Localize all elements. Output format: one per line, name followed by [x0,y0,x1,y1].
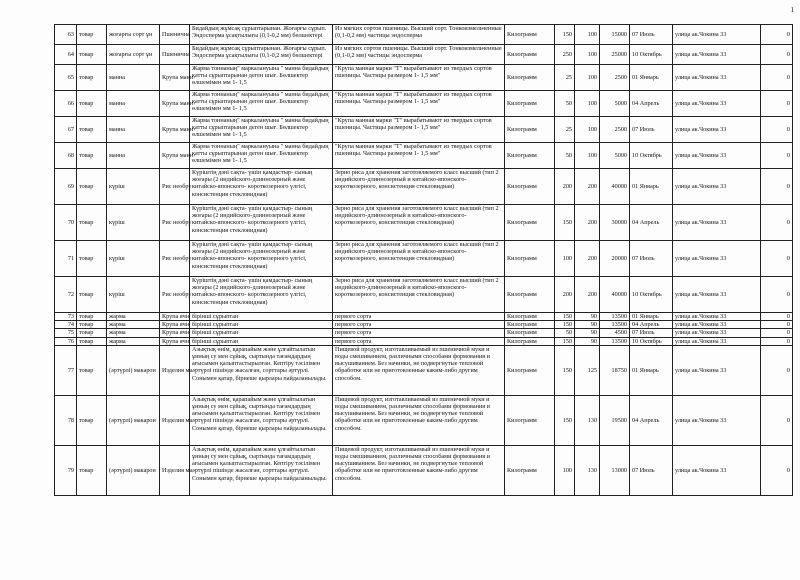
cell-kind: товар [77,45,107,65]
table-row [55,277,793,313]
cell-sum: 19500 [600,395,630,445]
cell-sum: 40000 [600,277,630,313]
cell-spec-ru: Зерно риса для хранения заготовляемого класс высший (тип 2 индийского-длиннозерный и китайско-японского-короткозерного, консистенция стекловидная) [333,241,505,277]
cell-price: 100 [575,91,600,117]
cell-no: 65 [55,65,77,91]
cell-price: 90 [575,337,600,345]
cell-spec-ru: первого сорта [333,321,505,329]
cell-name: күріш [107,241,160,277]
cell-short: Крупа манн [160,91,190,117]
cell-date: 07 Июль [630,329,673,337]
cell-kind: товар [77,313,107,321]
table-row [55,321,793,329]
cell-no: 75 [55,329,77,337]
cell-short: Крупа ячн [160,313,190,321]
cell-spec-kz: Күріштің дәні сақта- үшін қамдастыр- сының жоғары (2 индийского-длиннозерный және китайско-японского- короткозерного үлгісі, консистенция стекловидная) [190,205,333,241]
table-row [55,91,793,117]
cell-date: 01 Январь [630,169,673,205]
cell-spec-kz: Бидайдың жұмсақ сұрыптарынан. Жоғарғы сұрып. Эндосперма ұсақтылығы (0,1-0,2 мм) бөлшектері [190,45,333,65]
cell-name: күріш [107,277,160,313]
cell-short: Рис необру [160,205,190,241]
table-row [55,395,793,445]
cell-date: 01 Январь [630,65,673,91]
table-row [55,169,793,205]
cell-addr: улица ак.Чокина 33 [673,241,761,277]
cell-date: 07 Июль [630,445,673,495]
cell-name: манна [107,143,160,169]
cell-addr: улица ак.Чокина 33 [673,65,761,91]
cell-addr: улица ак.Чокина 33 [673,321,761,329]
table-row [55,65,793,91]
cell-qty: 100 [555,445,575,495]
cell-sum: 40000 [600,169,630,205]
cell-price: 200 [575,169,600,205]
cell-addr: улица ак.Чокина 33 [673,277,761,313]
cell-date: 07 Июль [630,241,673,277]
table-row [55,117,793,143]
cell-z: 0 [761,45,793,65]
cell-short: Изделия ма [160,395,190,445]
cell-sum: 25000 [600,45,630,65]
cell-no: 79 [55,445,77,495]
cell-short: Крупа ячн [160,329,190,337]
cell-name: күріш [107,169,160,205]
cell-spec-ru: первого сорта [333,337,505,345]
cell-kind: товар [77,337,107,345]
cell-name: жарма [107,329,160,337]
cell-short: Пшенична [160,25,190,45]
cell-unit: Килограмм [505,169,555,205]
cell-unit: Килограмм [505,241,555,277]
table-row [55,205,793,241]
cell-no: 76 [55,337,77,345]
cell-short: Рис необру [160,241,190,277]
cell-kind: товар [77,329,107,337]
cell-unit: Килограмм [505,395,555,445]
cell-kind: товар [77,395,107,445]
cell-no: 68 [55,143,77,169]
cell-date: 10 Октябрь [630,337,673,345]
cell-z: 0 [761,321,793,329]
cell-kind: товар [77,65,107,91]
cell-name: жоғарғы сорт ұн [107,25,160,45]
cell-spec-kz: Жарма тоннаның" маркалануына " манна бидайдың қатты сұрыптарынан деген шығ. Бөлшектер өлшемімен мм 1- 1,5 [190,91,333,117]
cell-spec-kz: Күріштің дәні сақта- үшін қамдастыр- сының жоғары (2 индийского-длиннозерный және китайско-японского- короткозерного үлгісі, консистенция стекловидная) [190,277,333,313]
cell-addr: улица ак.Чокина 33 [673,329,761,337]
cell-name: күріш [107,205,160,241]
cell-spec-kz: бірінші сұрыптан [190,329,333,337]
cell-no: 63 [55,25,77,45]
cell-qty: 150 [555,345,575,395]
cell-qty: 150 [555,395,575,445]
cell-name: (әртүрлі) макарон [107,445,160,495]
cell-addr: улица ак.Чокина 33 [673,313,761,321]
cell-kind: товар [77,169,107,205]
cell-spec-kz: Азықтық өнім, қарапайым және ұлғайтылатын ұнның су мен сұйық, сыртында тағамдардың ағысымен қалыптастырылған. Кептіру тәсілімен әртүрлі пішінде жасалған, сорттары әртүрлі. Сонымен қатар, бірнеше қырлары пайдаланылады. [190,395,333,445]
cell-spec-kz: Күріштің дәні сақта- үшін қамдастыр- сының жоғары (2 индийского-длиннозерный және китайско-японского- короткозерного үлгісі, консистенция стекловидная) [190,169,333,205]
cell-price: 100 [575,45,600,65]
table-row [55,445,793,495]
cell-unit: Килограмм [505,321,555,329]
cell-date: 10 Октябрь [630,277,673,313]
cell-short: Крупа манн [160,65,190,91]
cell-price: 100 [575,65,600,91]
cell-price: 90 [575,329,600,337]
cell-qty: 25 [555,117,575,143]
cell-no: 78 [55,395,77,445]
table-row [55,337,793,345]
cell-sum: 4500 [600,329,630,337]
cell-qty: 150 [555,313,575,321]
cell-z: 0 [761,241,793,277]
cell-sum: 13500 [600,321,630,329]
cell-z: 0 [761,395,793,445]
table-row [55,241,793,277]
cell-unit: Килограмм [505,277,555,313]
cell-short: Рис необру [160,277,190,313]
cell-addr: улица ак.Чокина 33 [673,117,761,143]
cell-z: 0 [761,277,793,313]
cell-sum: 5000 [600,143,630,169]
cell-qty: 200 [555,277,575,313]
cell-addr: улица ак.Чокина 33 [673,169,761,205]
cell-sum: 15000 [600,25,630,45]
cell-unit: Килограмм [505,345,555,395]
cell-unit: Килограмм [505,117,555,143]
cell-price: 200 [575,241,600,277]
cell-sum: 13000 [600,445,630,495]
cell-short: Крупа манн [160,143,190,169]
cell-date: 04 Апрель [630,91,673,117]
cell-kind: товар [77,241,107,277]
cell-spec-ru: Зерно риса для хранения заготовляемого класс высший (тип 2 индийского-длиннозерный и китайско-японского-короткозерного, консистенция стекловидная) [333,277,505,313]
cell-qty: 200 [555,169,575,205]
cell-spec-ru: Пищевой продукт, изготавливаемый из пшеничной муки и воды смешиванием, различными способами формования и высушиванием. Без начинки, не подвергнутые тепловой обработке или не приготовленные каким-либо другим способом. [333,445,505,495]
page-marker: 1 [790,6,794,14]
cell-name: манна [107,65,160,91]
cell-kind: товар [77,143,107,169]
cell-no: 69 [55,169,77,205]
cell-addr: улица ак.Чокина 33 [673,205,761,241]
cell-kind: товар [77,205,107,241]
cell-z: 0 [761,345,793,395]
cell-kind: товар [77,321,107,329]
table-row [55,329,793,337]
cell-name: жарма [107,313,160,321]
cell-sum: 13500 [600,337,630,345]
cell-unit: Килограмм [505,25,555,45]
cell-date: 04 Апрель [630,395,673,445]
cell-name: манна [107,91,160,117]
cell-unit: Килограмм [505,313,555,321]
cell-name: (әртүрлі) макарон [107,345,160,395]
cell-z: 0 [761,205,793,241]
cell-spec-kz: Күріштің дәні сақта- үшін қамдастыр- сының жоғары (2 индийского-длиннозерный және китайско-японского- короткозерного үлгісі, консистенция стекловидная) [190,241,333,277]
cell-spec-ru: Пищевой продукт, изготавливаемый из пшеничной муки и воды смешиванием, различными способами формования и высушиванием. Без начинки, не подвергнутые тепловой обработке или не приготовленные каким-либо другим способом. [333,395,505,445]
cell-unit: Килограмм [505,91,555,117]
cell-no: 77 [55,345,77,395]
cell-short: Крупа манн [160,117,190,143]
cell-short: Крупа ячн [160,337,190,345]
cell-addr: улица ак.Чокина 33 [673,337,761,345]
cell-spec-kz: Жарма тоннаның" маркалануына " манна бидайдың қатты сұрыптарынан деген шығ. Бөлшектер өлшемімен мм 1- 1,5 [190,143,333,169]
cell-unit: Килограмм [505,143,555,169]
cell-sum: 5000 [600,91,630,117]
cell-sum: 20000 [600,241,630,277]
cell-short: Пшенична [160,45,190,65]
cell-kind: товар [77,91,107,117]
cell-sum: 2500 [600,117,630,143]
cell-sum: 30000 [600,205,630,241]
cell-date: 10 Октябрь [630,143,673,169]
cell-name: жарма [107,337,160,345]
cell-price: 90 [575,321,600,329]
cell-sum: 18750 [600,345,630,395]
table-row [55,25,793,45]
cell-qty: 150 [555,321,575,329]
cell-addr: улица ак.Чокина 33 [673,395,761,445]
cell-qty: 25 [555,65,575,91]
cell-qty: 150 [555,205,575,241]
cell-name: жарма [107,321,160,329]
cell-date: 01 Январь [630,345,673,395]
cell-unit: Килограмм [505,337,555,345]
cell-spec-ru: "Крупа манная марки "Т" вырабатывают из твердых сортов пшеницы. Частицы размером 1- 1,5 мм" [333,91,505,117]
cell-date: 07 Июль [630,117,673,143]
cell-unit: Килограмм [505,45,555,65]
cell-spec-kz: Бидайдың жұмсақ сұрыптарынан. Жоғарғы сұрып. Эндосперма ұсақтылығы (0,1-0,2 мм) бөлшектері [190,25,333,45]
cell-price: 200 [575,205,600,241]
cell-spec-ru: "Крупа манная марки "Т" вырабатывают из твердых сортов пшеницы. Частицы размером 1- 1,5 мм" [333,143,505,169]
cell-kind: товар [77,277,107,313]
cell-spec-kz: бірінші сұрыптан [190,337,333,345]
cell-unit: Килограмм [505,329,555,337]
cell-name: (әртүрлі) макарон [107,395,160,445]
cell-kind: товар [77,345,107,395]
cell-no: 67 [55,117,77,143]
cell-price: 90 [575,313,600,321]
cell-z: 0 [761,169,793,205]
cell-unit: Килограмм [505,65,555,91]
cell-spec-kz: Азықтық өнім, қарапайым және ұлғайтылатын ұнның су мен сұйық, сыртында тағамдардың ағысымен қалыптастырылған. Кептіру тәсілімен әртүрлі пішінде жасалған, сорттары әртүрлі. Сонымен қатар, бірнеше қырлары пайдаланылады. [190,345,333,395]
cell-z: 0 [761,313,793,321]
cell-spec-ru: Зерно риса для хранения заготовляемого класс высший (тип 2 индийского-длиннозерный и китайско-японского-короткозерного, консистенция стекловидная) [333,205,505,241]
procurement-table-sheet [54,24,792,496]
table-body [55,25,793,496]
cell-no: 73 [55,313,77,321]
cell-qty: 150 [555,25,575,45]
cell-unit: Килограмм [505,445,555,495]
cell-addr: улица ак.Чокина 33 [673,143,761,169]
cell-addr: улица ак.Чокина 33 [673,91,761,117]
cell-spec-ru: "Крупа манная марки "Т" вырабатывают из твердых сортов пшеницы. Частицы размером 1- 1,5 мм" [333,117,505,143]
cell-date: 10 Октябрь [630,45,673,65]
cell-date: 04 Апрель [630,321,673,329]
cell-no: 66 [55,91,77,117]
cell-unit: Килограмм [505,205,555,241]
cell-date: 01 Январь [630,313,673,321]
cell-qty: 100 [555,241,575,277]
cell-z: 0 [761,445,793,495]
cell-sum: 13500 [600,313,630,321]
cell-kind: товар [77,25,107,45]
cell-z: 0 [761,337,793,345]
cell-no: 70 [55,205,77,241]
cell-spec-kz: Жарма тоннаның" маркалануына " манна бидайдың қатты сұрыптарынан деген шығ. Бөлшектер өлшемімен мм 1- 1,5 [190,117,333,143]
cell-no: 64 [55,45,77,65]
cell-spec-ru: первого сорта [333,313,505,321]
cell-spec-kz: бірінші сұрыптан [190,321,333,329]
cell-z: 0 [761,91,793,117]
cell-addr: улица ак.Чокина 33 [673,345,761,395]
cell-addr: улица ак.Чокина 33 [673,445,761,495]
cell-qty: 50 [555,329,575,337]
cell-spec-kz: Азықтық өнім, қарапайым және ұлғайтылатын ұнның су мен сұйық, сыртында тағамдардың ағысымен қалыптастырылған. Кептіру тәсілімен әртүрлі пішінде жасалған, сорттары әртүрлі. Сонымен қатар, бірнеше қырлары пайдаланылады. [190,445,333,495]
table-row [55,313,793,321]
cell-no: 71 [55,241,77,277]
cell-addr: улица ак.Чокина 33 [673,45,761,65]
cell-spec-ru: Пищевой продукт, изготавливаемый из пшеничной муки и воды смешиванием, различными способами формования и высушиванием. Без начинки, не подвергнутые тепловой обработке или не приготовленные каким-либо другим способом. [333,345,505,395]
cell-price: 125 [575,345,600,395]
cell-name: жоғарғы сорт ұн [107,45,160,65]
cell-price: 200 [575,277,600,313]
cell-sum: 2500 [600,65,630,91]
cell-spec-ru: первого сорта [333,329,505,337]
cell-date: 07 Июль [630,25,673,45]
cell-short: Изделия ма [160,445,190,495]
cell-qty: 50 [555,143,575,169]
cell-spec-ru: "Крупа манная марки "Т" вырабатывают из твердых сортов пшеницы. Частицы размером 1- 1,5 мм" [333,65,505,91]
cell-price: 130 [575,445,600,495]
cell-name: манна [107,117,160,143]
cell-z: 0 [761,329,793,337]
cell-qty: 250 [555,45,575,65]
procurement-table [54,24,793,496]
table-row [55,45,793,65]
cell-qty: 50 [555,91,575,117]
cell-price: 130 [575,395,600,445]
cell-spec-ru: Из мягких сортов пшеницы. Высший сорт. Тонкоизмельченные (0,1-0,2 мм) частицы эндосперма [333,25,505,45]
table-row [55,143,793,169]
cell-spec-ru: Из мягких сортов пшеницы. Высший сорт. Тонкоизмельченные (0,1-0,2 мм) частицы эндосперма [333,45,505,65]
cell-kind: товар [77,117,107,143]
cell-spec-kz: Жарма тоннаның" маркалануына " манна бидайдың қатты сұрыптарынан деген шығ. Бөлшектер өлшемімен мм 1- 1,5 [190,65,333,91]
table-row [55,345,793,395]
cell-qty: 150 [555,337,575,345]
cell-date: 04 Апрель [630,205,673,241]
cell-z: 0 [761,25,793,45]
cell-price: 100 [575,143,600,169]
cell-z: 0 [761,117,793,143]
cell-addr: улица ак.Чокина 33 [673,25,761,45]
cell-spec-kz: бірінші сұрыптан [190,313,333,321]
cell-price: 100 [575,25,600,45]
cell-spec-ru: Зерно риса для хранения заготовляемого класс высший (тип 2 индийского-длиннозерный и китайско-японского-короткозерного, консистенция стекловидная) [333,169,505,205]
cell-kind: товар [77,445,107,495]
cell-short: Крупа ячн [160,321,190,329]
cell-z: 0 [761,65,793,91]
cell-z: 0 [761,143,793,169]
cell-short: Рис необру [160,169,190,205]
cell-no: 74 [55,321,77,329]
cell-no: 72 [55,277,77,313]
cell-short: Изделия ма [160,345,190,395]
cell-price: 100 [575,117,600,143]
